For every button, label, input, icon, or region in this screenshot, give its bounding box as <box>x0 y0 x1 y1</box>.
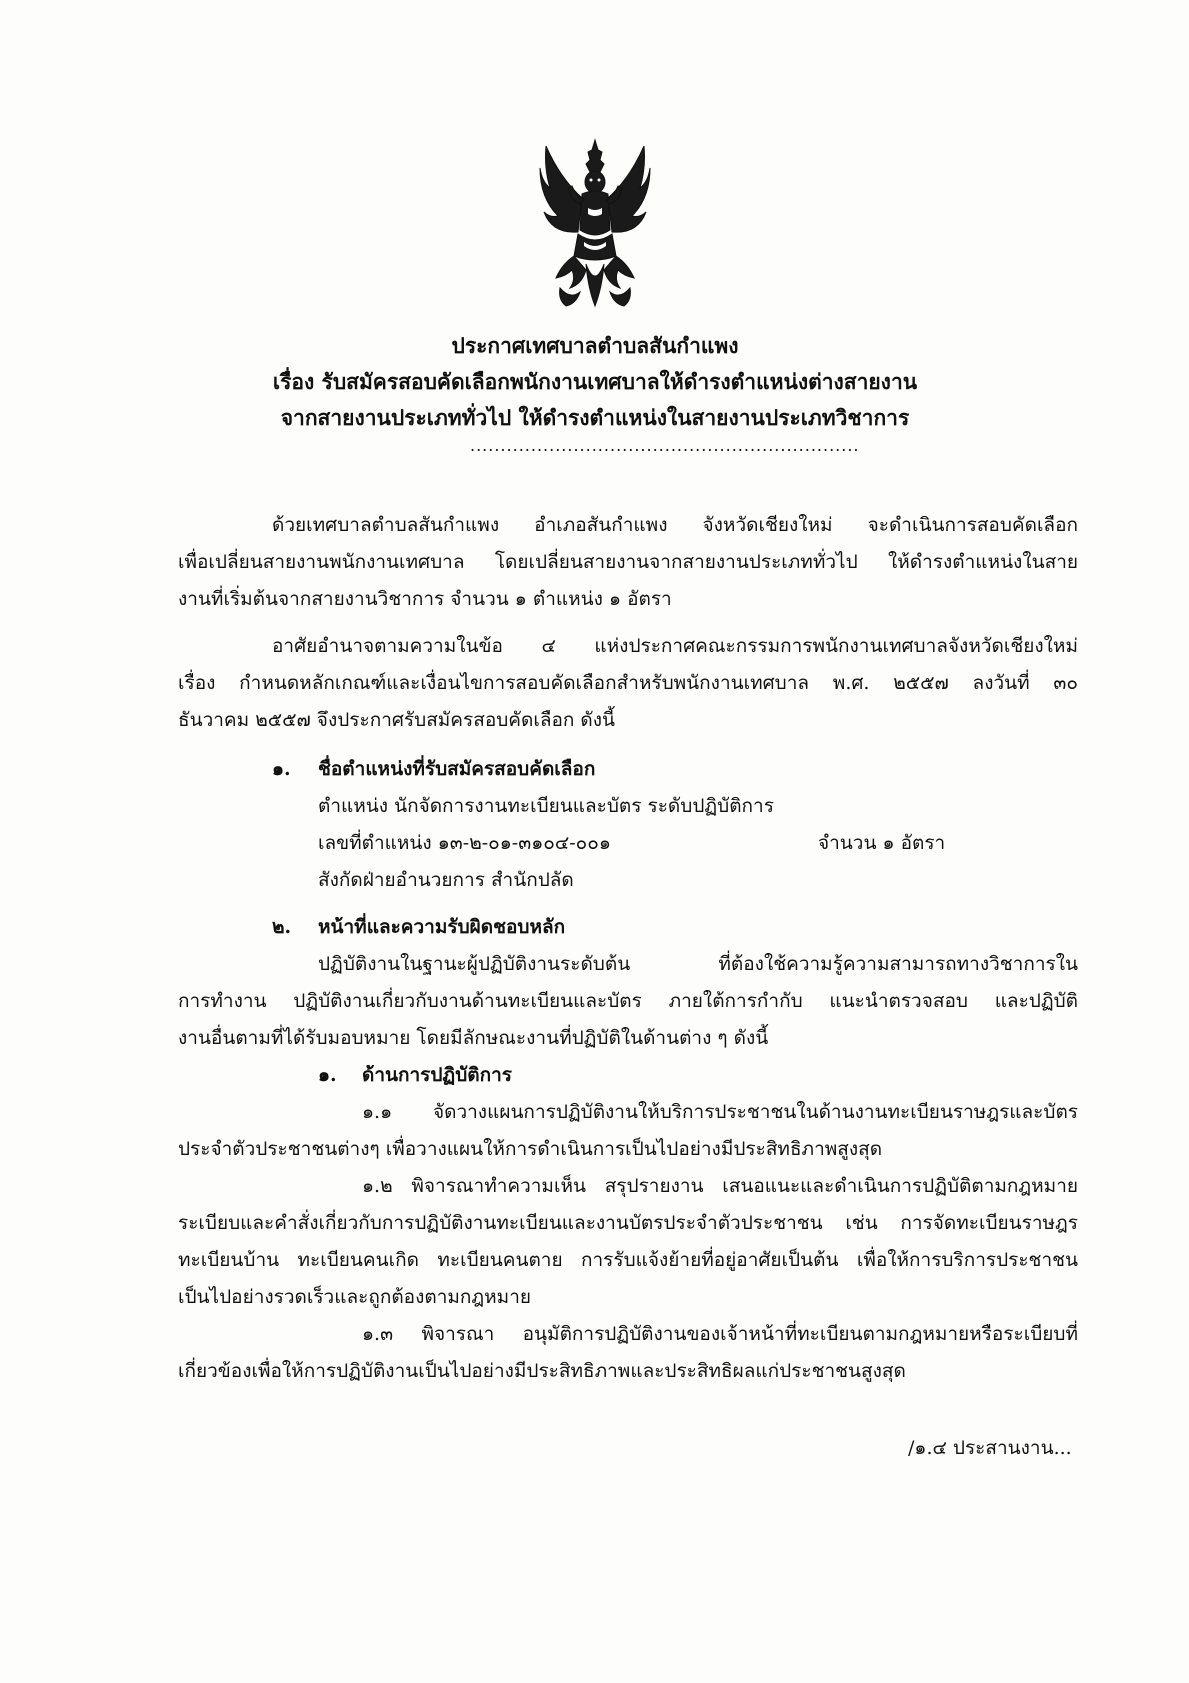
intro-p1-line2: เพื่อเปลี่ยนสายงานพนักงานเทศบาล โดยเปลี่ยนสายงานจากสายงานประเภททั่วไป ให้ดำรงตำแหน่งในสาย <box>178 551 1078 573</box>
intro-p1-line1: ด้วยเทศบาลตำบลสันกำแพง อำเภอสันกำแพง จังหวัดเชียงใหม่ จะดำเนินการสอบคัดเลือก <box>272 514 1078 536</box>
section1-position: ตำแหน่ง นักจัดการงานทะเบียนและบัตร ระดับปฏิบัติการ <box>318 795 774 817</box>
section2-heading: หน้าที่และความรับผิดชอบหลัก <box>318 916 566 938</box>
section2-line2: การทำงาน ปฏิบัติงานเกี่ยวกับงานด้านทะเบียนและบัตร ภายใต้การกำกับ แนะนำตรวจสอบ และปฏิบัติ <box>178 990 1078 1012</box>
intro-p2-line3: ธันวาคม ๒๕๕๗ จึงประกาศรับสมัครสอบคัดเลือก ดังนี้ <box>178 709 616 731</box>
item-1-3-line2: เกี่ยวข้องเพื่อให้การปฏิบัติงานเป็นไปอย่างมีประสิทธิภาพและประสิทธิผลแก่ประชาชนสูงสุด <box>178 1360 906 1382</box>
section2-line3: งานอื่นตามที่ได้รับมอบหมาย โดยมีลักษณะงานที่ปฏิบัติในด้านต่าง ๆ ดังนี้ <box>178 1027 769 1049</box>
item-1-1-line1: ๑.๑ จัดวางแผนการปฏิบัติงานให้บริการประชาชนในด้านงานทะเบียนราษฎรและบัตร <box>362 1101 1078 1123</box>
item-1-1-line2: ประจำตัวประชาชนต่างๆ เพื่อวางแผนให้การดำเนินการเป็นไปอย่างมีประสิทธิภาพสูงสุด <box>178 1138 883 1160</box>
section2-line1: ปฏิบัติงานในฐานะผู้ปฏิบัติงานระดับต้น ที่ต้องใช้ความรู้ความสามารถทางวิชาการใน <box>318 953 1078 975</box>
continued-on-next-page: /๑.๔ ประสานงาน... <box>908 1437 1072 1459</box>
item-1-2-line1: ๑.๒ พิจารณาทำความเห็น สรุปรายงาน เสนอแนะและดำเนินการปฏิบัติตามกฎหมาย <box>362 1175 1078 1197</box>
section1-division: สังกัดฝ่ายอำนวยการ สำนักปลัด <box>318 869 574 891</box>
item-1-2-line4: เป็นไปอย่างรวดเร็วและถูกต้องตามกฎหมาย <box>178 1286 532 1308</box>
section1-number: ๑. <box>272 758 291 780</box>
subsection-heading: ด้านการปฏิบัติการ <box>362 1064 512 1086</box>
header-separator: ................................................................ <box>470 436 860 455</box>
section1-position-number: เลขที่ตำแหน่ง ๑๓-๒-๐๑-๓๑๐๔-๐๐๑ <box>318 832 611 854</box>
item-1-2-line2: ระเบียบและคำสั่งเกี่ยวกับการปฏิบัติงานทะเบียนและงานบัตรประจำตัวประชาชน เช่น การจัดทะเบียนราษฎร <box>178 1212 1078 1234</box>
item-1-2-line3: ทะเบียนบ้าน ทะเบียนคนเกิด ทะเบียนคนตาย การรับแจ้งย้ายที่อยู่อาศัยเป็นต้น เพื่อให้การบริการประชาชน <box>178 1249 1078 1271</box>
section2-number: ๒. <box>272 916 292 938</box>
intro-p2-line2: เรื่อง กำหนดหลักเกณฑ์และเงื่อนไขการสอบคัดเลือกสำหรับพนักงานเทศบาล พ.ศ. ๒๕๕๗ ลงวันที่ ๓๐ <box>178 672 1078 694</box>
item-1-3-line1: ๑.๓ พิจารณา อนุมัติการปฏิบัติงานของเจ้าหน้าที่ทะเบียนตามกฎหมายหรือระเบียบที่ <box>362 1323 1078 1345</box>
subsection-number: ๑. <box>318 1064 337 1086</box>
intro-p1-line3: งานที่เริ่มต้นจากสายงานวิชาการ จำนวน ๑ ตำแหน่ง ๑ อัตรา <box>178 588 672 610</box>
section1-amount: จำนวน ๑ อัตรา <box>818 832 946 854</box>
garuda-emblem <box>540 138 650 314</box>
announcement-subject: เรื่อง รับสมัครสอบคัดเลือกพนักงานเทศบาลให้ดำรงตำแหน่งต่างสายงาน <box>272 369 918 394</box>
intro-p2-line1: อาศัยอำนาจตามความในข้อ ๔ แห่งประกาศคณะกรรมการพนักงานเทศบาลจังหวัดเชียงใหม่ <box>272 635 1078 657</box>
section1-heading: ชื่อตำแหน่งที่รับสมัครสอบคัดเลือก <box>318 758 596 780</box>
announcement-subject-continued: จากสายงานประเภททั่วไป ให้ดำรงตำแหน่งในสายงานประเภทวิชาการ <box>280 405 910 430</box>
announcement-title: ประกาศเทศบาลตำบลสันกำแพง <box>451 333 739 358</box>
